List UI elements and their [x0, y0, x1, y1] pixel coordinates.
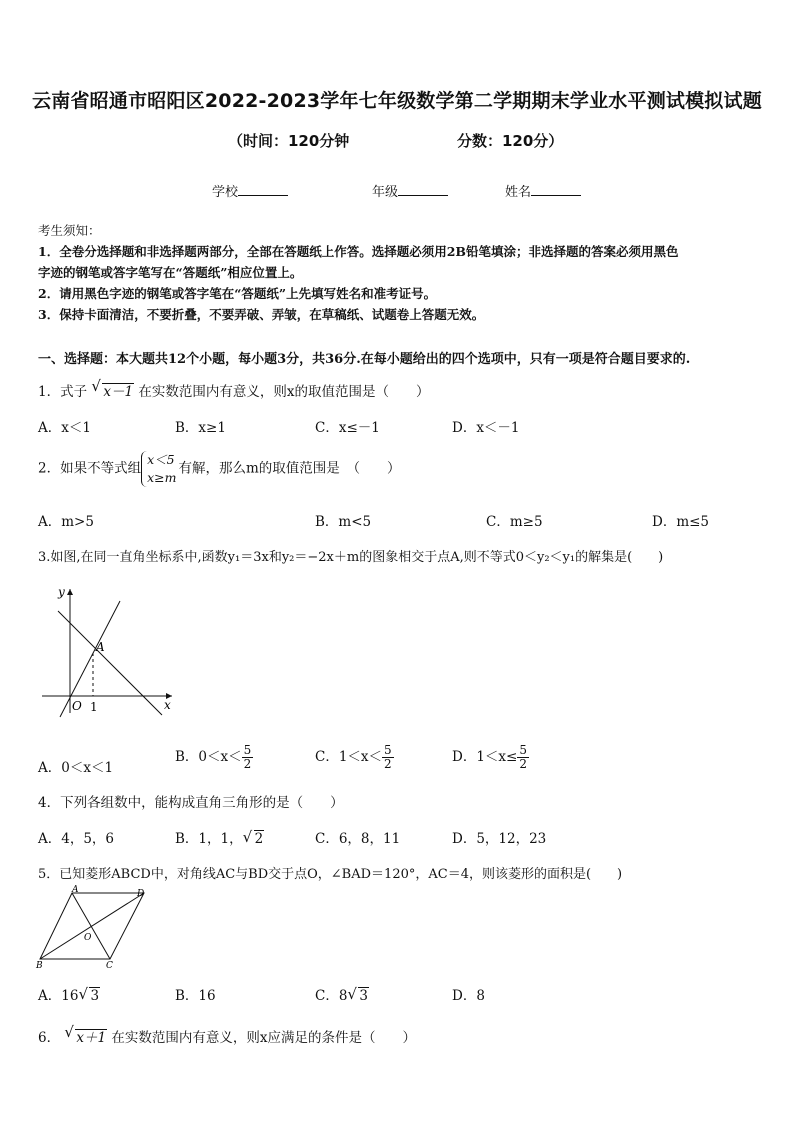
question-2 — [38, 451, 401, 487]
q3-x-label: x — [164, 698, 171, 712]
q4-option-b-text: B．1，1， — [175, 831, 243, 847]
notes-item: 2．请用黑色字迹的钢笔或答字笔在“答题纸”上先填写姓名和准考证号。 — [38, 286, 437, 301]
q3-point-a-label: A — [96, 640, 105, 654]
exam-score: 分数：120分） — [457, 132, 564, 150]
q1-prefix: 1．式子 — [38, 384, 88, 400]
question-6 — [38, 1023, 417, 1046]
notes-item: 3．保持卡面清洁，不要折叠，不要弄破、弄皱，在草稿纸、试题卷上答题无效。 — [38, 307, 485, 322]
q3-option-d-frac: $\frac{5}{2}$ — [519, 743, 527, 771]
q2-option-d[interactable]: D．m≤5 — [652, 514, 710, 530]
q5-option-d[interactable]: D．8 — [452, 988, 485, 1004]
q5-label-d: D — [137, 889, 145, 899]
question-5: 5．已知菱形ABCD中，对角线AC与BD交于点O，∠BAD＝120°，AC＝4，则该菱形的面积是( ) — [38, 867, 623, 882]
q2-line1: x＜5 — [147, 452, 175, 467]
q5-label-b: B — [36, 961, 43, 971]
q1-suffix: 在实数范围内有意义，则x的取值范围是（ ） — [138, 384, 430, 400]
q1-radicand: x－1 — [103, 384, 134, 400]
q2-option-b[interactable]: B．m<5 — [315, 514, 372, 530]
notes-item: 1．全卷分选择题和非选择题两部分，全部在答题纸上作答。选择题必须用2B铅笔填涂；非选择题的答案必须用黑色 — [38, 244, 679, 259]
grade-field — [372, 181, 448, 200]
q5-option-c-text: C．8 — [315, 988, 348, 1004]
grade-label: 年级 — [372, 185, 399, 200]
q3-option-a[interactable]: A．0＜x＜1 — [38, 760, 114, 776]
section-heading: 一、选择题：本大题共12个小题，每小题3分，共36分.在每小题给出的四个选项中，只有一项是符合题目要求的. — [38, 352, 691, 367]
q4-option-c[interactable]: C．6，8，11 — [315, 831, 401, 847]
q3-origin-label: O — [72, 699, 82, 713]
q5-label-o: O — [84, 933, 92, 943]
q4-option-b[interactable] — [175, 827, 264, 847]
q4-option-d[interactable]: D．5，12，23 — [452, 831, 547, 847]
q5-rhombus-figure — [34, 884, 154, 974]
q3-option-b-text: B．0＜x＜ — [175, 749, 242, 765]
question-1 — [38, 377, 430, 400]
q5-option-b[interactable]: B．16 — [175, 988, 216, 1004]
q6-sqrt: √ x＋1 — [64, 1023, 107, 1046]
q2-option-c[interactable]: C．m≥5 — [486, 514, 543, 530]
q5-diagonal-ac — [72, 893, 110, 959]
q5-label-c: C — [106, 961, 113, 971]
name-label: 姓名 — [505, 185, 532, 200]
name-field — [505, 181, 581, 200]
grade-blank[interactable] — [398, 183, 448, 196]
q3-option-c-frac: $\frac{5}{2}$ — [384, 743, 392, 771]
q1-option-b[interactable]: B．x≥1 — [175, 420, 226, 436]
notes-item: 字迹的钢笔或答字笔写在“答题纸”相应位置上。 — [38, 265, 303, 280]
exam-time: （时间：120分钟 — [228, 132, 350, 150]
page-title: 云南省昭通市昭阳区2022-2023学年七年级数学第二学期期末学业水平测试模拟试题 — [32, 90, 762, 112]
q1-sqrt: √ x－1 — [91, 377, 134, 400]
q3-option-b-frac: $\frac{5}{2}$ — [243, 743, 252, 771]
school-field — [212, 181, 288, 200]
q6-prefix: 6． — [38, 1030, 61, 1046]
q1-option-c[interactable]: C．x≤－1 — [315, 420, 380, 436]
q2-system — [141, 451, 176, 487]
q3-option-c-text: C．1＜x＜ — [315, 749, 383, 765]
question-3: 3.如图,在同一直角坐标系中,函数y₁＝3x和y₂＝−2x＋m的图象相交于点A,则不等式0＜y₂＜y₁的解集是( ) — [38, 550, 664, 565]
q3-y-label: y — [58, 585, 65, 599]
q3-tick-label: 1 — [90, 700, 98, 714]
q5-option-a-sqrt: √ 3 — [78, 985, 100, 1004]
q5-option-c-sqrt: √ 3 — [347, 985, 369, 1004]
q6-suffix: 在实数范围内有意义，则x应满足的条件是（ ） — [111, 1030, 417, 1046]
q3-graph — [38, 583, 178, 718]
q3-y-arrow — [67, 589, 73, 595]
question-4: 4．下列各组数中，能构成直角三角形的是（ ） — [38, 795, 344, 811]
q5-option-a-text: A．16 — [38, 988, 79, 1004]
q5-label-a: A — [72, 885, 79, 895]
q1-option-a[interactable]: A．x＜1 — [38, 420, 91, 436]
q3-option-d[interactable] — [452, 744, 529, 771]
q5-option-c[interactable] — [315, 984, 369, 1004]
q3-option-c[interactable] — [315, 744, 394, 771]
school-blank[interactable] — [238, 183, 288, 196]
q2-suffix: 有解，那么m的取值范围是 （ ） — [178, 460, 401, 477]
q6-radicand: x＋1 — [76, 1030, 107, 1046]
q4-option-a[interactable]: A．4，5，6 — [38, 831, 115, 847]
q2-line2: x≥m — [147, 470, 177, 485]
q3-option-b[interactable] — [175, 744, 253, 771]
q2-option-a[interactable]: A．m>5 — [38, 514, 94, 530]
exam-notes — [38, 220, 678, 325]
q5-option-a[interactable] — [38, 984, 100, 1004]
q2-prefix: 2．如果不等式组 — [38, 460, 142, 477]
q4-option-b-sqrt: √ 2 — [242, 828, 264, 847]
q1-option-d[interactable]: D．x＜－1 — [452, 420, 520, 436]
q3-option-d-text: D．1＜x≤ — [452, 749, 518, 765]
name-blank[interactable] — [531, 183, 581, 196]
school-label: 学校 — [212, 185, 239, 200]
notes-heading: 考生须知： — [38, 223, 101, 238]
